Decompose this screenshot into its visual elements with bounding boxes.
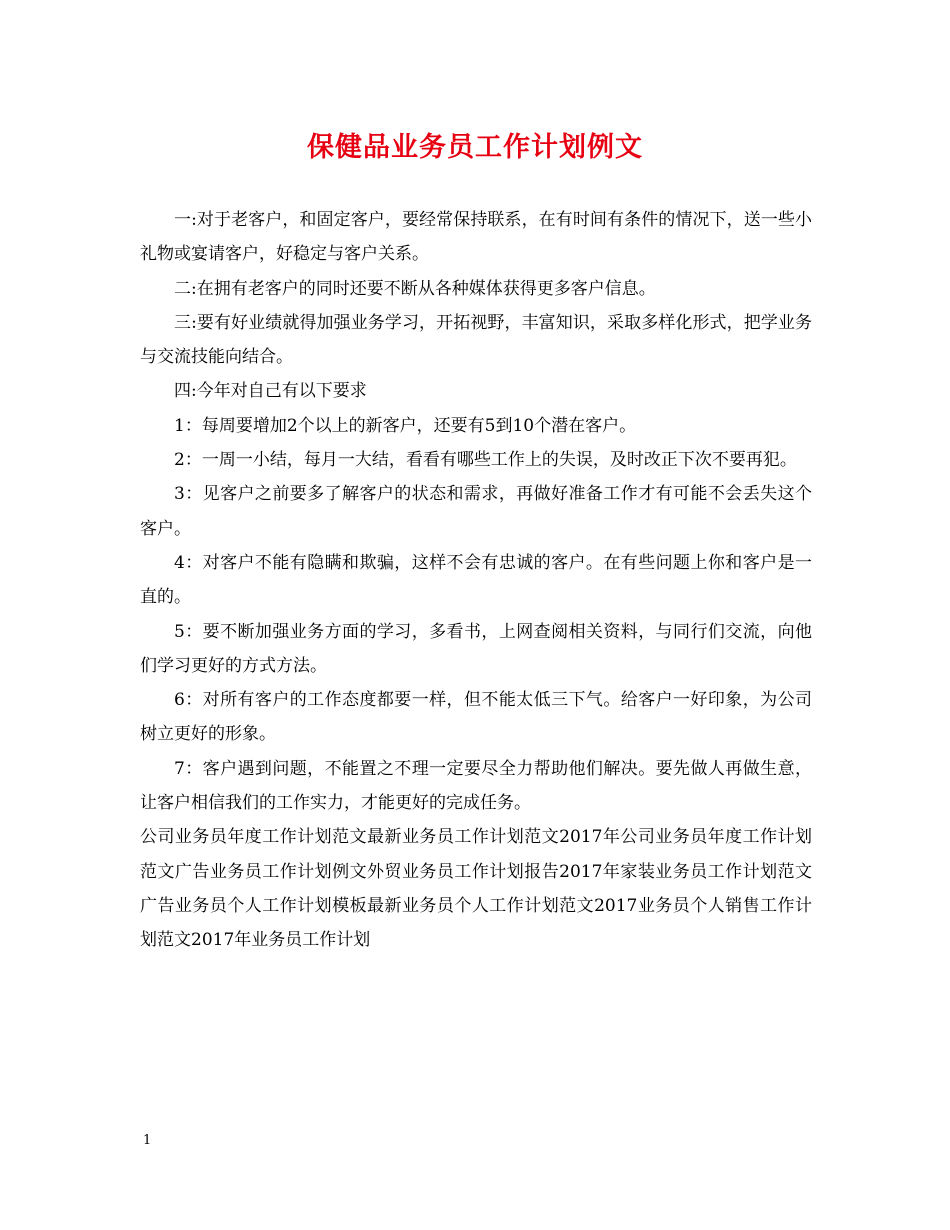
requirement-3: 3：见客户之前要多了解客户的状态和需求，再做好准备工作才有可能不会丢失这个客户。	[140, 484, 812, 539]
document-body	[140, 203, 812, 958]
related-articles-text: 公司业务员年度工作计划范文最新业务员工作计划范文2017年公司业务员年度工作计划范文广告业务员工作计划例文外贸业务员工作计划报告2017年家装业务员工作计划范文广告业务员个人工作计划模板最新业务员个人工作计划范文2017业务员个人销售工作计划范文2017年业务员工作计划	[140, 827, 812, 951]
paragraph-1: 一:对于老客户，和固定客户，要经常保持联系，在有时间有条件的情况下，送一些小礼物或宴请客户，好稳定与客户关系。	[140, 210, 812, 265]
requirement-5: 5：要不断加强业务方面的学习，多看书，上网查阅相关资料，与同行们交流，向他们学习更好的方式方法。	[140, 621, 812, 676]
requirement-4: 4：对客户不能有隐瞒和欺骗，这样不会有忠诚的客户。在有些问题上你和客户是一直的。	[140, 552, 812, 608]
paragraph-3: 三:要有好业绩就得加强业务学习，开拓视野，丰富知识，采取多样化形式，把学业务与交流技能向结合。	[140, 312, 812, 368]
paragraph-2: 二:在拥有老客户的同时还要不断从各种媒体获得更多客户信息。	[174, 278, 656, 299]
requirement-6: 6：对所有客户的工作态度都要一样，但不能太低三下气。给客户一好印象，为公司树立更好的形象。	[140, 690, 812, 745]
requirement-1: 1：每周要增加2个以上的新客户，还要有5到10个潜在客户。	[174, 415, 637, 436]
paragraph-4: 四:今年对自己有以下要求	[174, 381, 367, 402]
page-number: 1	[143, 1133, 152, 1148]
requirement-2: 2：一周一小结，每月一大结，看看有哪些工作上的失误，及时改正下次不要再犯。	[174, 450, 797, 471]
page-title: 保健品业务员工作计划例文	[307, 132, 643, 163]
requirement-7: 7：客户遇到问题，不能置之不理一定要尽全力帮助他们解决。要先做人再做生意，让客户相信我们的工作实力，才能更好的完成任务。	[140, 758, 812, 814]
